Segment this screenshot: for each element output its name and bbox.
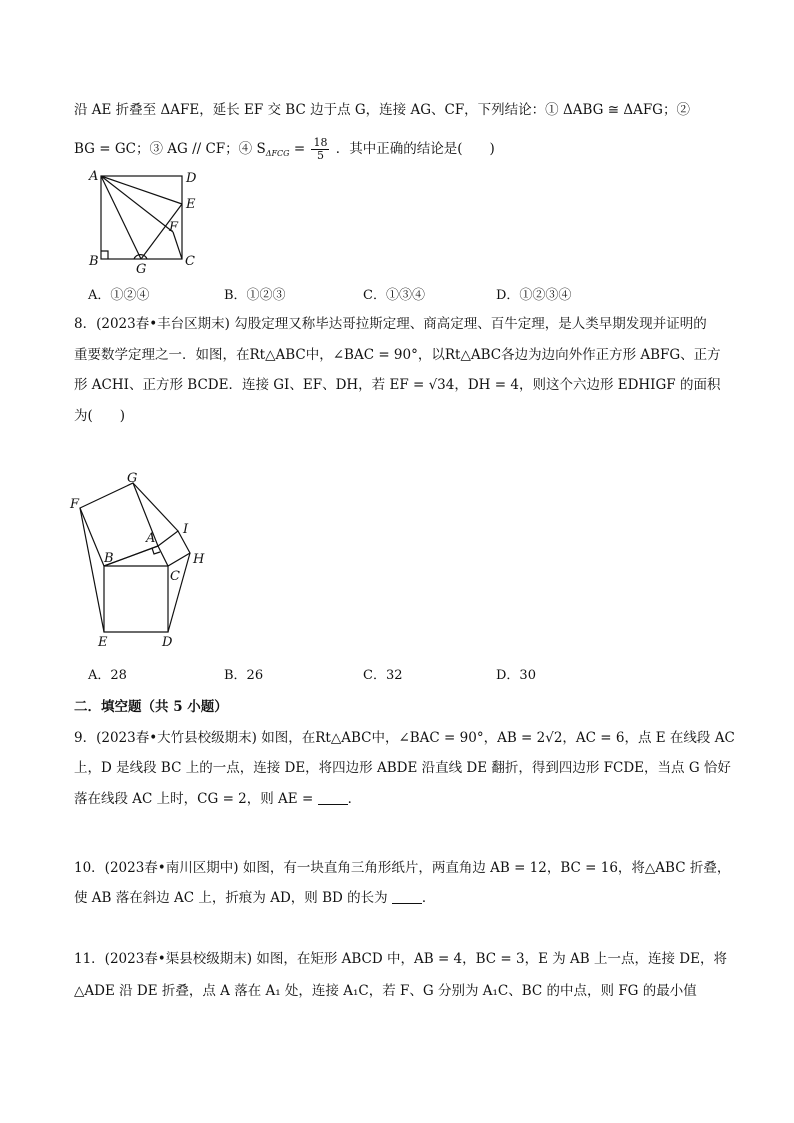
q7-label-c: C — [185, 254, 195, 269]
q10-answer-blank[interactable] — [392, 891, 422, 904]
q8-segment-fe — [80, 508, 104, 632]
q7-segment-ae — [101, 176, 182, 204]
q7-right-angle-mark — [101, 251, 108, 259]
q7-label-f: F — [169, 220, 179, 235]
q7-fraction — [311, 137, 329, 162]
q9-line3-post: ． — [347, 791, 362, 807]
q7-option-a[interactable]: A．①②④ — [88, 288, 150, 303]
q7-fraction-denominator: 5 — [316, 149, 324, 162]
q8-label-b: B — [104, 551, 114, 566]
q8-label-a: A — [146, 531, 156, 546]
q8-label-g: G — [127, 471, 138, 486]
q7-text-line-2 — [74, 137, 495, 163]
q8-label-e: E — [98, 635, 108, 650]
q7-label-d: D — [186, 171, 197, 186]
q8-square-abfg — [80, 483, 158, 566]
q8-label-i: I — [183, 522, 189, 537]
q8-figure — [66, 470, 216, 655]
q8-segment-gi — [133, 483, 178, 531]
q7-area-subscript: ΔFCG — [265, 149, 290, 158]
q8-option-a[interactable]: A．28 — [88, 668, 127, 683]
q8-label-f: F — [70, 497, 80, 512]
q10-line2-pre: 使 AB 落在斜边 AC 上，折痕为 AD，则 BD 的长为 — [74, 890, 388, 906]
q7-square-abcd — [101, 176, 182, 259]
q8-label-c: C — [170, 569, 180, 584]
q10-line2-post: ． — [421, 890, 436, 906]
q7-segment-af — [101, 176, 173, 232]
q9-text-line-3 — [74, 790, 361, 808]
q8-label-h: H — [193, 552, 205, 567]
q10-text-line-1: 10．(2023春•南川区期中) 如图，有一块直角三角形纸片，两直角边 AB = 12，BC = 16，将△ABC 折叠， — [74, 860, 731, 876]
q7-line2-pre: BG = GC；③ AG // CF；④ S — [74, 141, 266, 157]
q11-text-line-2: △ADE 沿 DE 折叠，点 A 落在 A₁ 处，连接 A₁C，若 F、G 分别为 A₁C、BC 的中点，则 FG 的最小值 — [74, 983, 697, 999]
q9-text-line-1: 9．(2023春•大竹县校级期末) 如图，在Rt△ABC中，∠BAC = 90°，AB = 2√2，AC = 6，点 E 在线段 AC — [74, 730, 735, 746]
q7-segment-fc — [173, 232, 182, 259]
q7-label-b: B — [89, 254, 99, 269]
q11-text-line-1: 11．(2023春•渠县校级期末) 如图，在矩形 ABCD 中，AB = 4，BC = 3，E 为 AB 上一点，连接 DE，将 — [74, 951, 727, 967]
q9-line3-pre: 落在线段 AC 上时，CG = 2，则 AE = — [74, 791, 314, 807]
q8-segment-hd — [168, 553, 190, 632]
q10-text-line-2 — [74, 889, 435, 907]
q7-equals: = — [293, 141, 306, 157]
q7-segment-ag — [101, 176, 141, 259]
q7-label-e: E — [186, 197, 196, 212]
q7-text-line-1: 沿 AE 折叠至 ΔAFE，延长 EF 交 BC 边于点 G，连接 AG、CF，下列结论：① ΔABG ≅ ΔAFG；② — [74, 102, 690, 118]
q7-option-b[interactable]: B．①②③ — [224, 288, 286, 303]
q8-option-c[interactable]: C．32 — [363, 668, 403, 683]
q7-fraction-numerator: 18 — [313, 136, 328, 149]
q8-text-line-1: 8．(2023春•丰台区期末) 勾股定理又称毕达哥拉斯定理、商高定理、百牛定理，是人类早期发现并证明的 — [74, 316, 707, 332]
q8-text-line-2: 重要数学定理之一．如图，在Rt△ABC中，∠BAC = 90°，以Rt△ABC各边为边向外作正方形 ABFG、正方 — [74, 347, 721, 363]
q7-label-a: A — [89, 169, 99, 184]
q8-option-d[interactable]: D．30 — [496, 668, 536, 683]
q9-answer-blank[interactable] — [318, 792, 348, 805]
q8-text-line-4: 为( ) — [74, 408, 126, 424]
q8-text-line-3: 形 ACHI、正方形 BCDE．连接 GI、EF、DH，若 EF = √34，DH = 4，则这个六边形 EDHIGF 的面积 — [74, 377, 721, 393]
q8-label-d: D — [162, 635, 173, 650]
q7-option-c[interactable]: C．①③④ — [363, 288, 425, 303]
q7-line2-post: ．其中正确的结论是( ) — [335, 141, 495, 157]
q9-text-line-2: 上，D 是线段 BC 上的一点，连接 DE，将四边形 ABDE 沿直线 DE 翻折，得到四边形 FCDE，当点 G 恰好 — [74, 760, 731, 776]
q7-option-d[interactable]: D．①②③④ — [496, 288, 572, 303]
q7-label-g: G — [136, 262, 147, 277]
q7-figure — [84, 168, 214, 278]
section-title-fill-in: 二．填空题（共 5 小题） — [74, 699, 228, 715]
q8-square-bcde — [104, 566, 168, 632]
q8-option-b[interactable]: B．26 — [224, 668, 264, 683]
